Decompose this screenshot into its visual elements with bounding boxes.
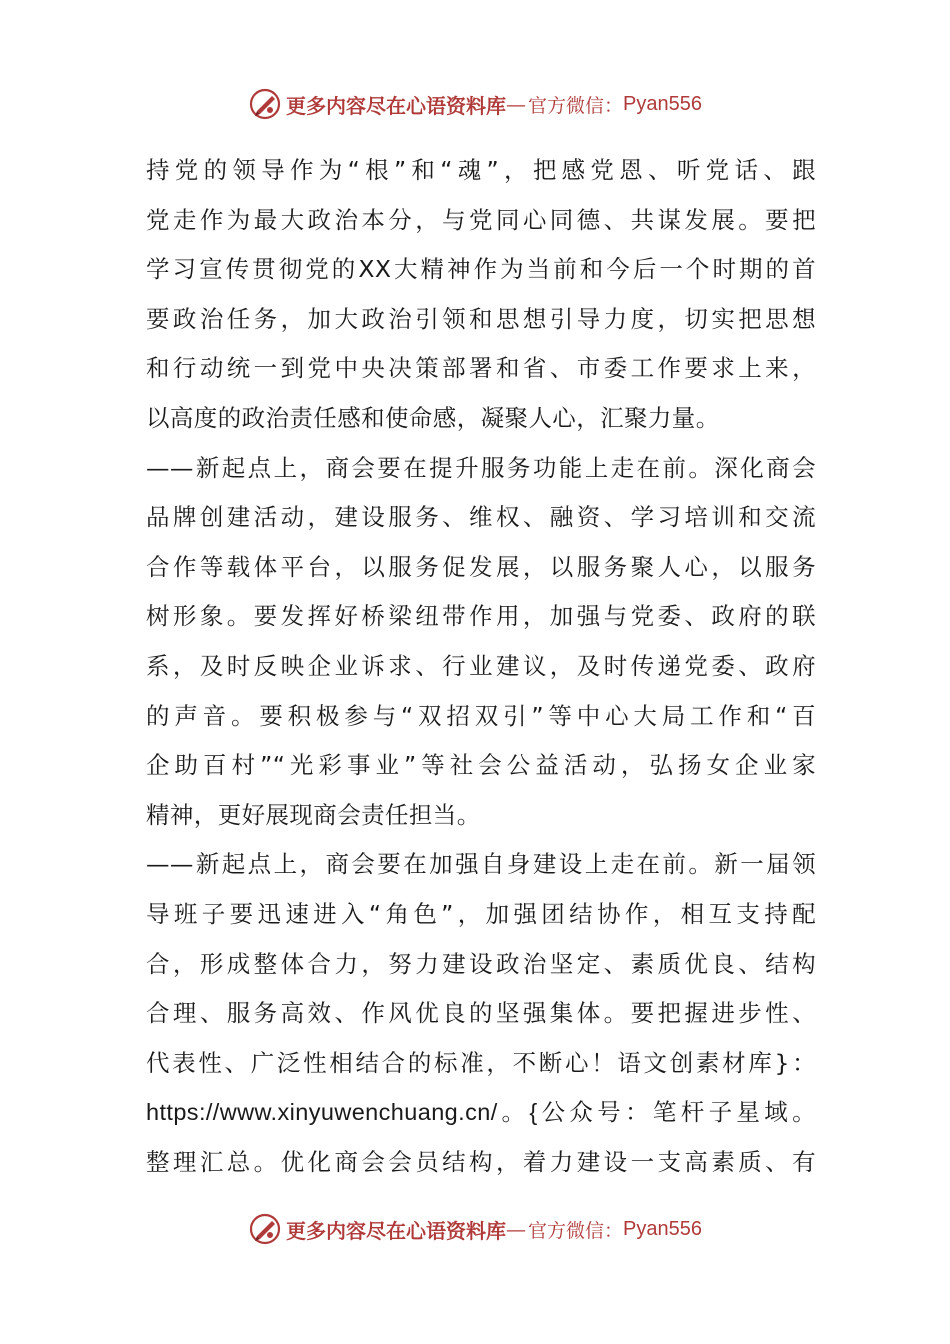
text-line: 代表性、广泛性相结合的标准，不断心！语文创素材库}： bbox=[146, 1048, 816, 1077]
text-line: 系，及时反映企业诉求、行业建议，及时传递党委、政府 bbox=[146, 651, 816, 680]
pen-logo-icon bbox=[248, 87, 282, 121]
text-line: 要政治任务，加大政治引领和思想引导力度，切实把思想 bbox=[146, 304, 816, 333]
pen-logo-icon bbox=[248, 1212, 282, 1246]
header-banner bbox=[0, 84, 950, 124]
text-line: 企助百村”“光彩事业”等社会公益活动，弘扬女企业家 bbox=[146, 751, 816, 780]
text-line: 精神，更好展现商会责任担当。 bbox=[146, 800, 481, 829]
banner-wechat-id: Pyan556 bbox=[623, 92, 702, 115]
text-line: 和行动统一到党中央决策部署和省、市委工作要求上来， bbox=[146, 354, 816, 383]
footer-banner bbox=[0, 1209, 950, 1249]
text-line: 党走作为最大政治本分，与党同心同德、共谋发展。要把 bbox=[146, 205, 816, 234]
text-line: 导班子要迅速进入“角色”，加强团结协作，相互支持配 bbox=[146, 899, 816, 928]
banner-wechat-id: Pyan556 bbox=[623, 1217, 702, 1240]
text-line: 整理汇总。优化商会会员结构，着力建设一支高素质、有 bbox=[146, 1147, 816, 1176]
banner-text: 更多内容尽在心语资料库 bbox=[286, 93, 506, 118]
text-line: 合理、服务高效、作风优良的坚强集体。要把握进步性、 bbox=[146, 999, 816, 1028]
text-line: 合作等载体平台，以服务促发展，以服务聚人心，以服务 bbox=[146, 552, 816, 581]
text-line: 持党的领导作为“根”和“魂”，把感党恩、听党话、跟 bbox=[146, 156, 816, 184]
text-line: 品牌创建活动，建设服务、维权、融资、学习培训和交流 bbox=[146, 503, 816, 532]
banner-dash: — bbox=[506, 92, 526, 116]
text-line: 的声音。要积极参与“双招双引”等中心大局工作和“百 bbox=[146, 701, 816, 730]
banner-wechat-label: 官方微信： bbox=[528, 94, 624, 117]
document-body bbox=[146, 146, 816, 1187]
banner-dash: — bbox=[506, 1217, 526, 1241]
banner-wechat-label: 官方微信： bbox=[528, 1219, 624, 1242]
banner-text: 更多内容尽在心语资料库 bbox=[286, 1218, 506, 1243]
text-line: 树形象。要发挥好桥梁纽带作用，加强与党委、政府的联 bbox=[146, 602, 816, 631]
text-line: 以高度的政治责任感和使命感，凝聚人心，汇聚力量。 bbox=[146, 403, 720, 432]
text-line: ——新起点上，商会要在加强自身建设上走在前。新一届领 bbox=[146, 850, 816, 879]
text-line-url: https://www.xinyuwenchuang.cn/。{公众号：笔杆子星域。 bbox=[146, 1099, 816, 1126]
text-line: ——新起点上，商会要在提升服务功能上走在前。深化商会 bbox=[146, 453, 816, 482]
text-line: 合，形成整体合力，努力建设政治坚定、素质优良、结构 bbox=[146, 949, 816, 978]
text-line: 学习宣传贯彻党的XX大精神作为当前和今后一个时期的首 bbox=[146, 255, 816, 284]
